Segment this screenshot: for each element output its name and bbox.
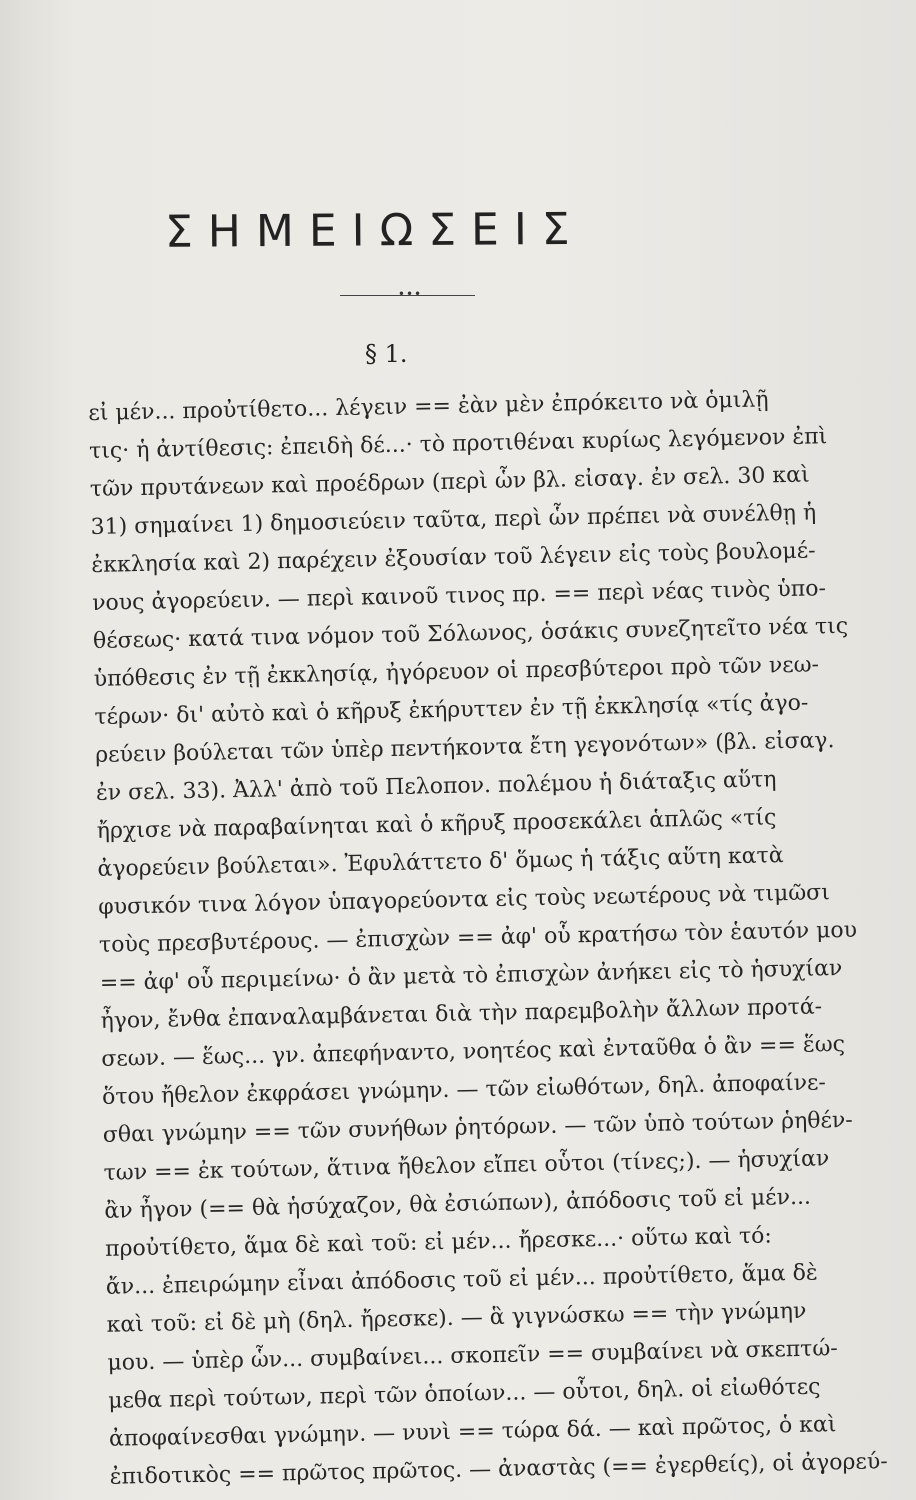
- text-line: νους ἀγορεύειν. — περὶ καινοῦ τινος πρ. == περὶ νέας τινὸς ὑπο-: [91, 576, 827, 616]
- text-line: 31) σημαίνει 1) δημοσιεύειν ταῦτα, περὶ ὧν πρέπει νὰ συνέλθῃ ἡ: [90, 500, 817, 540]
- text-line: ἐκκλησία καὶ 2) παρέχειν ἐξουσίαν τοῦ λέγειν εἰς τοὺς βουλομέ-: [91, 538, 816, 578]
- notes-body: [88, 380, 888, 1497]
- text-line: ἐν σελ. 33). Ἀλλ' ἀπὸ τοῦ Πελοπον. πολέμου ἡ διάταξις αὕτη: [95, 767, 777, 806]
- text-line: θέσεως· κατά τινα νόμον τοῦ Σόλωνος, ὁσάκις συνεζητεῖτο νέα τις: [92, 613, 849, 654]
- text-line: προὐτίθετο, ἅμα δὲ καὶ τοῦ: εἰ μέν... ἤρεσκε...· οὕτω καὶ τό:: [104, 1223, 773, 1262]
- text-line: σθαι γνώμην == τῶν συνήθων ῥητόρων. — τῶν ὑπὸ τούτων ῥηθέν-: [102, 1107, 853, 1148]
- text-line: καὶ τοῦ: εἰ δὲ μὴ (δηλ. ἤρεσκε). — ἃ γιγνώσκω == τὴν γνώμην: [106, 1298, 807, 1338]
- text-line: ὅτου ἤθελον ἐκφράσει γνώμην. — τῶν εἰωθότων, δηλ. ἀποφαίνε-: [101, 1070, 827, 1110]
- text-line: ἐπιδοτικὸς == πρῶτος πρῶτος. — ἀναστὰς (== ἐγερθείς), οἱ ἀγορεύ-: [109, 1449, 888, 1490]
- text-line: φυσικόν τινα λόγον ὑπαγορεύοντα εἰς τοὺς νεωτέρους νὰ τιμῶσι: [98, 880, 831, 920]
- text-line: == ἀφ' οὗ περιμείνω· ὁ ἂν μετὰ τὸ ἐπισχὼν ἀνήκει εἰς τὸ ἡσυχίαν: [99, 955, 843, 996]
- text-line: τῶν πρυτάνεων καὶ προέδρων (περὶ ὧν βλ. εἰσαγ. ἐν σελ. 30 καὶ: [89, 462, 810, 502]
- page-heading: ΣΗΜΕΙΩΣΕΙΣ: [164, 203, 585, 258]
- text-line: τοὺς πρεσβυτέρους. — ἐπισχὼν == ἀφ' οὗ κρατήσω τὸν ἑαυτόν μου: [98, 917, 858, 958]
- rule-ornament: •••: [397, 287, 423, 301]
- text-line: ἀγορεύειν βούλεται». Ἐφυλάττετο δ' ὅμως ἡ τάξις αὕτη κατὰ: [97, 843, 784, 882]
- text-line: τέρων· δι' αὐτὸ καὶ ὁ κῆρυξ ἐκήρυττεν ἐν τῇ ἐκκλησίᾳ «τίς ἀγο-: [94, 690, 809, 730]
- section-number: § 1.: [365, 340, 408, 368]
- text-line: των == ἐκ τούτων, ἅτινα ἤθελον εἴπει οὗτοι (τίνες;). — ἡσυχίαν: [103, 1146, 830, 1186]
- text-line: ἂν ἦγον (== θὰ ἡσύχαζον, θὰ ἐσιώπων), ἀπόδοσις τοῦ εἰ μέν...: [104, 1184, 812, 1224]
- text-line: σεων. — ἕως... γν. ἀπεφήναντο, νοητέος καὶ ἐνταῦθα ὁ ἂν == ἕως: [101, 1031, 846, 1072]
- text-line: ρεύειν βούλεται τῶν ὑπὲρ πεντήκοντα ἔτη γεγονότων» (βλ. εἰσαγ.: [94, 728, 835, 768]
- text-line: ἤρχισε νὰ παραβαίνηται καὶ ὁ κῆρυξ προσεκάλει ἁπλῶς «τίς: [96, 805, 777, 844]
- text-line: ἦγον, ἔνθα ἐπαναλαμβάνεται διὰ τὴν παρεμβολὴν ἄλλων προτά-: [100, 994, 823, 1034]
- text-line: μεθα περὶ τούτων, περὶ τῶν ὁποίων... — οὗτοι, δηλ. οἱ εἰωθότες: [107, 1374, 821, 1414]
- text-line: τις· ἡ ἀντίθεσις: ἐπειδὴ δέ...· τὸ προτιθέναι κυρίως λεγόμενον ἐπὶ: [88, 424, 828, 464]
- text-line: ἀποφαίνεσθαι γνώμην. — νυνὶ == τώρα δά. — καὶ πρῶτος, ὁ καὶ: [108, 1412, 837, 1452]
- text-line: εἰ μέν... προὐτίθετο... λέγειν == ἐὰν μὲν ἐπρόκειτο νὰ ὁμιλῇ: [88, 387, 769, 426]
- text-line: μου. — ὑπὲρ ὧν... συμβαίνει... σκοπεῖν == συμβαίνει νὰ σκεπτώ-: [107, 1336, 838, 1376]
- text-line: ἄν... ἐπειρώμην εἶναι ἀπόδοσις τοῦ εἰ μέν... προὐτίθετο, ἅμα δὲ: [105, 1260, 818, 1300]
- text-line: ὑπόθεσις ἐν τῇ ἐκκλησίᾳ, ἠγόρευον οἱ πρεσβύτεροι πρὸ τῶν νεω-: [93, 652, 820, 692]
